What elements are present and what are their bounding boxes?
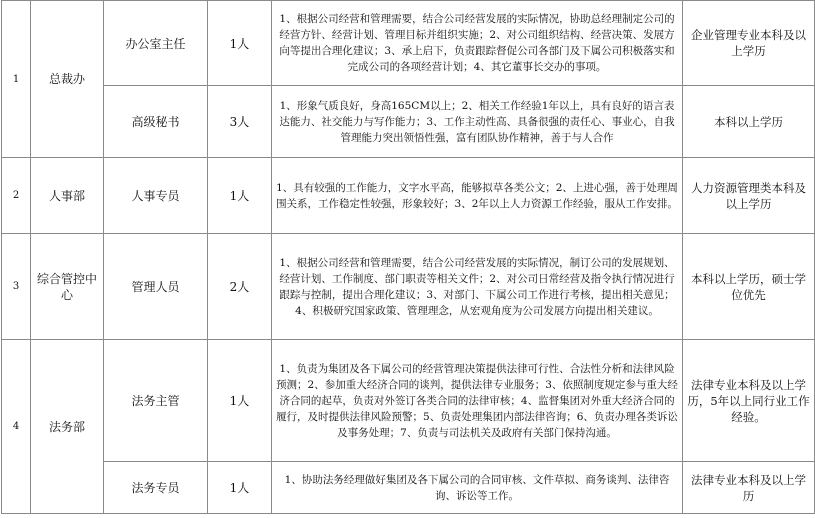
department-cell: 法务部 (31, 340, 104, 514)
position-cell: 办公室主任 (104, 1, 208, 86)
row-number: 3 (2, 234, 31, 340)
table-row (2, 462, 815, 514)
education-cell: 本科以上学历，硕士学位优先 (683, 234, 815, 340)
table-row (2, 1, 815, 86)
education-cell: 法律专业本科及以上学历 (683, 462, 815, 514)
department-cell: 人事部 (31, 158, 104, 234)
row-number: 2 (2, 158, 31, 234)
department-cell: 综合管控中心 (31, 234, 104, 340)
position-cell: 管理人员 (104, 234, 208, 340)
headcount-cell: 1人 (208, 1, 272, 86)
education-cell: 法律专业本科及以上学历，5年以上同行业工作经验。 (683, 340, 815, 462)
position-cell: 人事专员 (104, 158, 208, 234)
row-number: 1 (2, 1, 31, 158)
headcount-cell: 2人 (208, 234, 272, 340)
position-cell: 法务专员 (104, 462, 208, 514)
requirements-cell: 1、协助法务经理做好集团及各下属公司的合同审核、文件草拟、商务谈判、法律咨询、诉讼等工作。 (272, 462, 683, 514)
requirements-cell: 1、具有较强的工作能力，文字水平高，能够拟草各类公文；2、上进心强，善于处理周围关系，工作稳定性较强，形象较好；3、2年以上人力资源工作经验，服从工作安排。 (272, 158, 683, 234)
table-row (2, 158, 815, 234)
recruitment-table (1, 0, 815, 514)
table-row (2, 234, 815, 340)
headcount-cell: 1人 (208, 340, 272, 462)
position-cell: 法务主管 (104, 340, 208, 462)
education-cell: 本科以上学历 (683, 86, 815, 158)
row-number: 4 (2, 340, 31, 514)
education-cell: 人力资源管理类本科及以上学历 (683, 158, 815, 234)
position-cell: 高级秘书 (104, 86, 208, 158)
headcount-cell: 1人 (208, 462, 272, 514)
requirements-cell: 1、根据公司经营和管理需要，结合公司经营发展的实际情况，协助总经理制定公司的经营方针、经营计划、管理目标并组织实施；2、对公司组织结构、经营决策、发展方向等提出合理化建议；3、承上启下，负责跟踪督促公司各部门及下属公司积极落实和完成公司的各项经营计划；4、其它董事长交办的事项。 (272, 1, 683, 86)
requirements-cell: 1、根据公司经营和管理需要，结合公司经营发展的实际情况，制订公司的发展规划、经营计划、工作制度、部门职责等相关文件；2、对公司日常经营及指令执行情况进行跟踪与控制，提出合理化建议；3、对部门、下属公司工作进行考核，提出相关意见；4、积极研究国家政策、管理理念，从宏观角度为公司发展方向提出相关建议。 (272, 234, 683, 340)
table-row (2, 340, 815, 462)
table-row (2, 86, 815, 158)
department-cell: 总裁办 (31, 1, 104, 158)
requirements-cell: 1、形象气质良好，身高165CM以上；2、相关工作经验1年以上，具有良好的语言表达能力、社交能力与写作能力；3、工作主动性高、具备很强的责任心、事业心，自我管理能力突出领悟性强，富有团队协作精神，善于与人合作 (272, 86, 683, 158)
headcount-cell: 1人 (208, 158, 272, 234)
education-cell: 企业管理专业本科及以上学历 (683, 1, 815, 86)
requirements-cell: 1、负责为集团及各下属公司的经营管理决策提供法律可行性、合法性分析和法律风险预测；2、参加重大经济合同的谈判，提供法律专业服务；3、依照制度规定参与重大经济合同的起草，负责对外签订各类合同的法律审核；4、监督集团对外重大经济合同的履行，及时提供法律风险预警；5、负责处理集团内部法律咨询；6、负责办理各类诉讼及事务处理；7、负责与司法机关及政府有关部门保持沟通。 (272, 340, 683, 462)
headcount-cell: 3人 (208, 86, 272, 158)
